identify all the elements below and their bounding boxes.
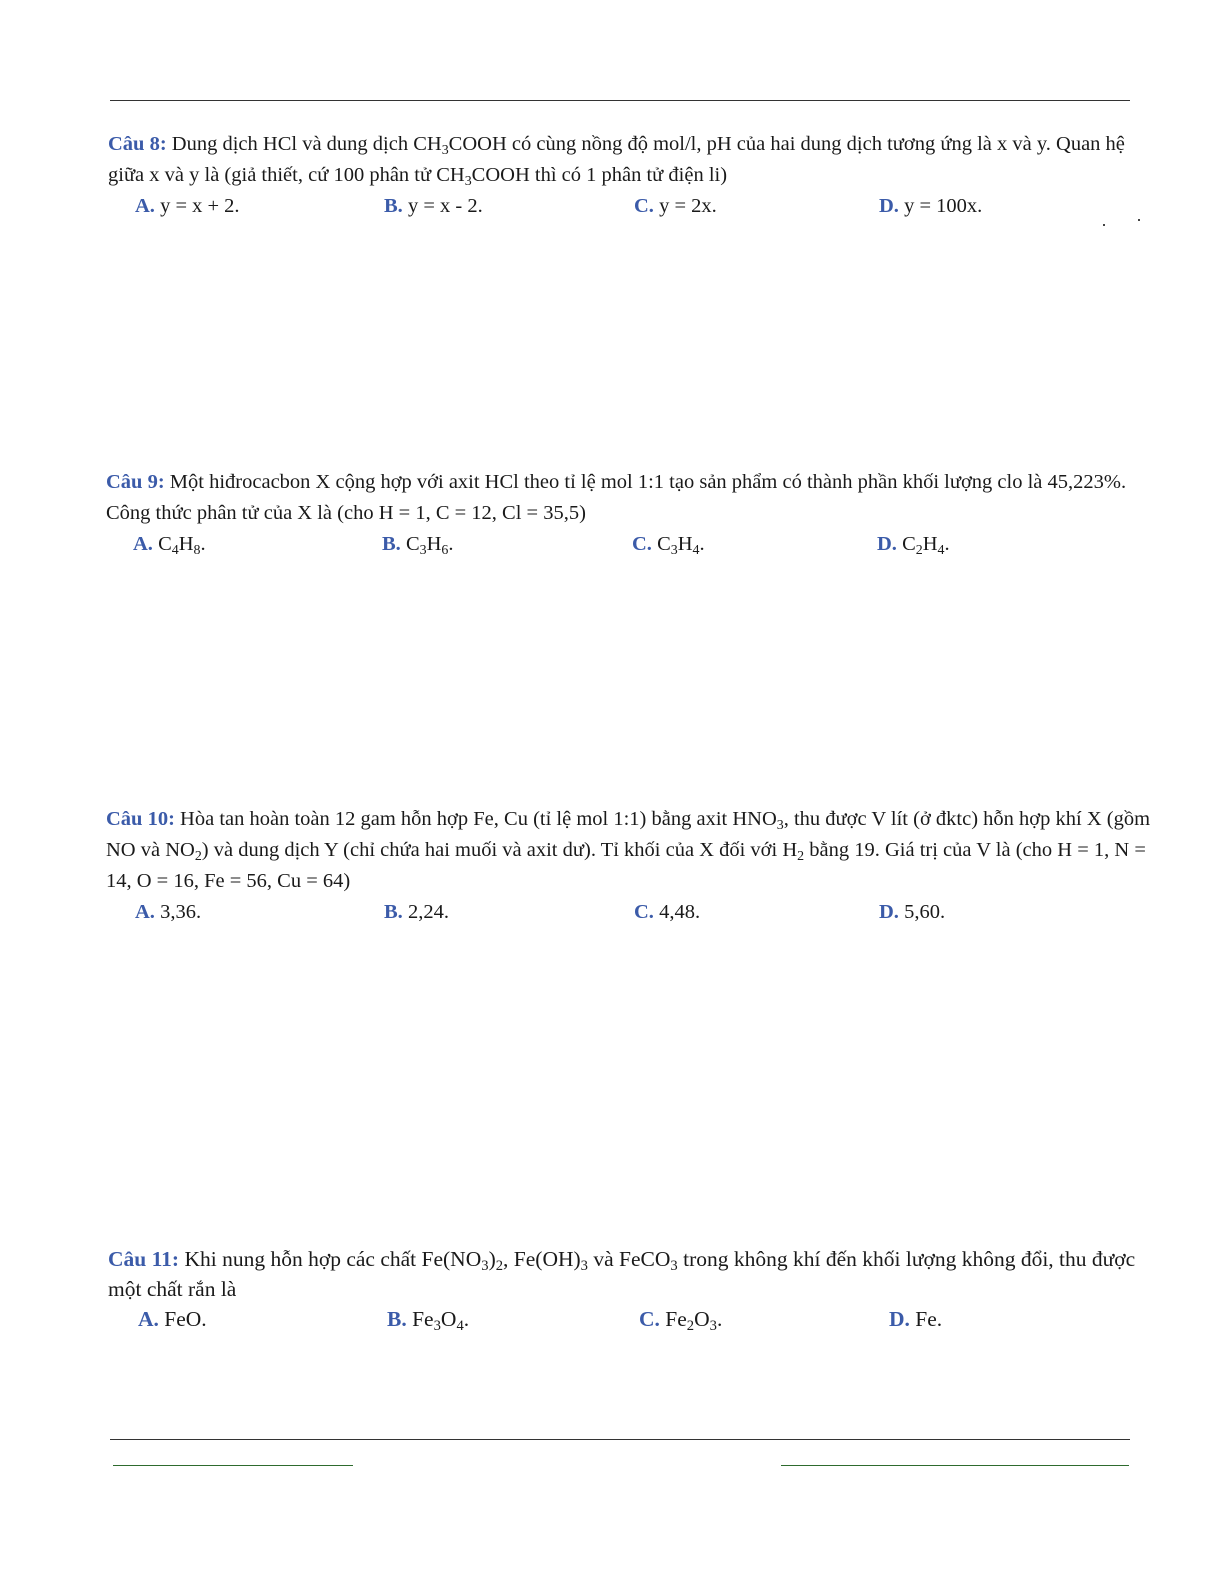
option-d: D. $C_2H_4$. xyxy=(877,533,950,558)
question-8 xyxy=(108,129,1163,222)
option-d: D. y = 100x. xyxy=(879,195,983,217)
footer-rule xyxy=(110,1439,1130,1440)
option-d: D. Fe. xyxy=(889,1307,943,1331)
option-c: C. $Fe_2O_3$. xyxy=(639,1307,723,1335)
option-b: B. $Fe_3O_4$. xyxy=(387,1307,470,1335)
question-9 xyxy=(106,467,1161,560)
options-row xyxy=(106,897,1161,928)
option-c: C. 4,48. xyxy=(634,901,701,923)
options-row xyxy=(108,1304,1163,1335)
options-row xyxy=(108,191,1163,222)
footer-right-link-rule xyxy=(781,1465,1129,1466)
header-rule xyxy=(110,100,1130,101)
question-label: Câu 9: xyxy=(106,471,165,493)
question-label: Câu 11: xyxy=(108,1247,180,1271)
question-label: Câu 8: xyxy=(108,133,167,155)
option-c: C. y = 2x. xyxy=(634,195,717,217)
question-10 xyxy=(106,804,1161,928)
option-b: B. $C_3H_6$. xyxy=(382,533,454,558)
option-b: B. 2,24. xyxy=(384,901,449,923)
question-label: Câu 10: xyxy=(106,808,175,830)
footer-left-link-rule xyxy=(113,1465,353,1466)
option-a: A. 3,36. xyxy=(135,901,202,923)
question-stem: Câu 8: Dung dịch HCl và dung dịch $CH_3COOH$ có cùng nồng độ mol/l, pH của hai dung dịch tương ứng là x và y. Quan hệ giữa x và y là (giả thiết, cứ 100 phân tử $CH_3COOH$ thì có 1 phân tử điện li) xyxy=(108,133,1125,189)
question-11 xyxy=(108,1244,1163,1335)
option-c: C. $C_3H_4$. xyxy=(632,533,705,558)
question-stem: Câu 11: Khi nung hỗn hợp các chất $Fe(NO_3)_2$, $Fe(OH)_3$ và FeCO$_3$ trong không khí đến khối lượng không đổi, thu được một chất rắn là xyxy=(108,1247,1136,1301)
stray-mark xyxy=(1103,224,1105,226)
option-b: B. y = x - 2. xyxy=(384,195,483,217)
options-row xyxy=(106,529,1161,560)
option-d: D. 5,60. xyxy=(879,901,946,923)
option-a: A. y = x + 2. xyxy=(135,195,240,217)
option-a: A. $C_4H_8$. xyxy=(133,533,206,558)
question-stem: Câu 9: Một hiđrocacbon X cộng hợp với axit HCl theo tỉ lệ mol 1:1 tạo sản phẩm có thành phần khối lượng clo là 45,223%. Công thức phân tử của X là (cho H = 1, C = 12, Cl = 35,5) xyxy=(106,471,1127,524)
option-a: A. FeO. xyxy=(138,1307,207,1331)
question-stem: Câu 10: Hòa tan hoàn toàn 12 gam hỗn hợp Fe, Cu (tỉ lệ mol 1:1) bằng axit $HNO_3$, thu được V lít (ở đktc) hỗn hợp khí X (gồm NO và $NO_2$) và dung dịch Y (chỉ chứa hai muối và axit dư). Tỉ khối của X đối với $H_2$ bằng 19. Giá trị của V là (cho H = 1, N = 14, O = 16, Fe = 56, Cu = 64) xyxy=(106,808,1151,892)
